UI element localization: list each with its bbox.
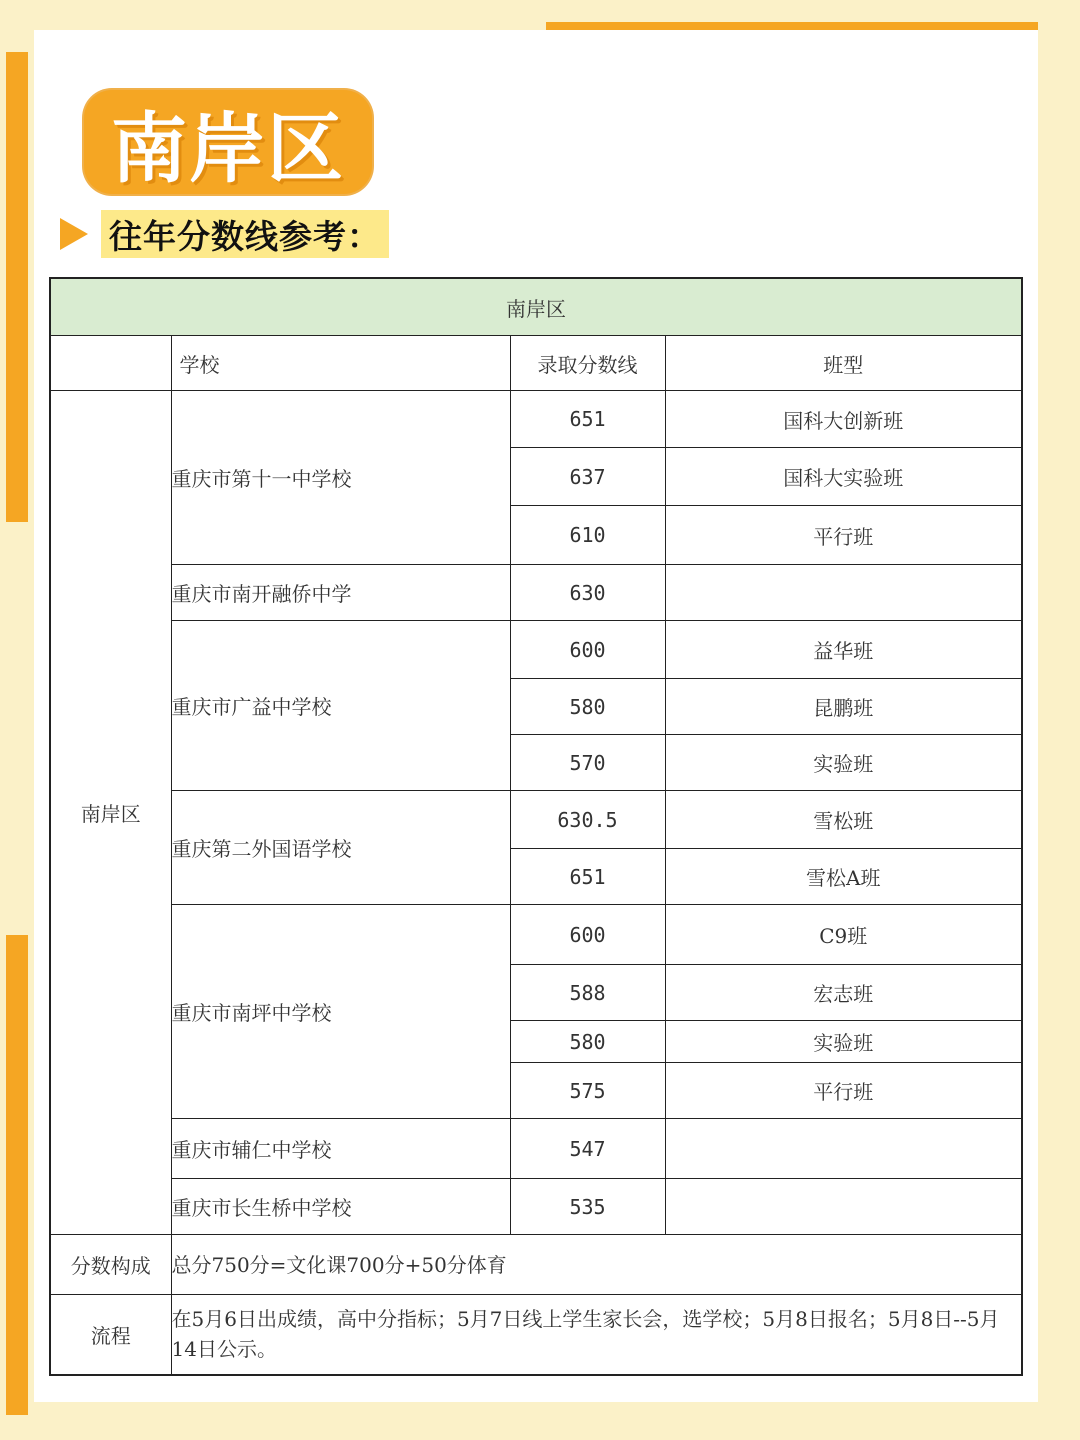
class-type-cell — [665, 1179, 1022, 1235]
school-name: 重庆市南开融侨中学 — [171, 565, 510, 621]
class-type-cell: 实验班 — [665, 1021, 1022, 1063]
score-cell: 588 — [510, 965, 665, 1021]
school-name: 重庆市第十一中学校 — [171, 391, 510, 565]
class-type-cell: 宏志班 — [665, 965, 1022, 1021]
table-row — [50, 1119, 1022, 1179]
subtitle-highlight — [101, 210, 389, 258]
score-cell: 630.5 — [510, 791, 665, 849]
table-row — [50, 905, 1022, 965]
class-type-cell: 雪松班 — [665, 791, 1022, 849]
school-name: 重庆市广益中学校 — [171, 621, 510, 791]
class-type-cell: 国科大实验班 — [665, 448, 1022, 506]
decor-stripe-left-bottom — [6, 935, 28, 1415]
school-name: 重庆第二外国语学校 — [171, 791, 510, 905]
score-cell: 575 — [510, 1063, 665, 1119]
score-cell: 637 — [510, 448, 665, 506]
score-table — [49, 277, 1023, 1376]
score-cell: 630 — [510, 565, 665, 621]
decor-stripe-left-top — [6, 52, 28, 522]
table-row — [50, 1179, 1022, 1235]
table-row — [50, 391, 1022, 448]
composition-label: 分数构成 — [50, 1235, 171, 1295]
table-caption-row — [50, 278, 1022, 336]
score-cell: 651 — [510, 391, 665, 448]
score-cell: 651 — [510, 849, 665, 905]
header-school: 学校 — [171, 336, 510, 391]
class-type-cell: 实验班 — [665, 735, 1022, 791]
header-district — [50, 336, 171, 391]
district-cell: 南岸区 — [50, 391, 171, 1235]
class-type-cell: 平行班 — [665, 506, 1022, 565]
title-badge — [84, 90, 372, 194]
school-name: 重庆市长生桥中学校 — [171, 1179, 510, 1235]
score-cell: 580 — [510, 679, 665, 735]
class-type-cell: 平行班 — [665, 1063, 1022, 1119]
score-cell: 610 — [510, 506, 665, 565]
play-arrow-icon — [60, 218, 88, 250]
process-row — [50, 1295, 1022, 1375]
composition-text: 总分750分=文化课700分+50分体育 — [171, 1235, 1022, 1295]
class-type-cell: 益华班 — [665, 621, 1022, 679]
score-cell: 570 — [510, 735, 665, 791]
composition-row — [50, 1235, 1022, 1295]
class-type-cell: 昆鹏班 — [665, 679, 1022, 735]
school-name: 重庆市辅仁中学校 — [171, 1119, 510, 1179]
school-name: 重庆市南坪中学校 — [171, 905, 510, 1119]
class-type-cell: 雪松A班 — [665, 849, 1022, 905]
process-label: 流程 — [50, 1295, 171, 1375]
score-cell: 600 — [510, 905, 665, 965]
score-cell: 535 — [510, 1179, 665, 1235]
table-caption: 南岸区 — [50, 278, 1022, 336]
score-cell: 600 — [510, 621, 665, 679]
table-header-row — [50, 336, 1022, 391]
header-class-type: 班型 — [665, 336, 1022, 391]
header-score: 录取分数线 — [510, 336, 665, 391]
score-cell: 547 — [510, 1119, 665, 1179]
subtitle-text: 往年分数线参考： — [109, 216, 381, 256]
process-text: 在5月6日出成绩，高中分指标；5月7日线上学生家长会，选学校；5月8日报名；5月8日--5月14日公示。 — [171, 1295, 1022, 1375]
table-row — [50, 621, 1022, 679]
table-row — [50, 565, 1022, 621]
class-type-cell: 国科大创新班 — [665, 391, 1022, 448]
class-type-cell — [665, 565, 1022, 621]
score-cell: 580 — [510, 1021, 665, 1063]
class-type-cell: C9班 — [665, 905, 1022, 965]
page-title: 南岸区 — [111, 103, 345, 193]
class-type-cell — [665, 1119, 1022, 1179]
table-row — [50, 791, 1022, 849]
